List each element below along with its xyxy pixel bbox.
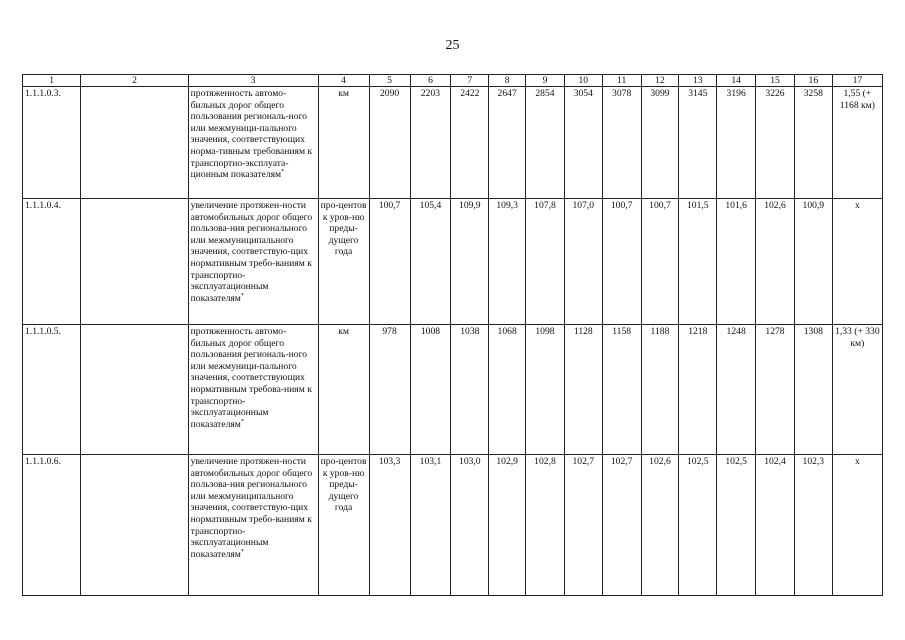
value-cell: 102,6 [641,455,679,596]
row-col2 [81,87,188,199]
header-row [23,75,883,87]
value-cell: 1158 [602,325,641,455]
description-text: протяженность автомо-бильных дорог общего пользования региональ-ного или межмуници-пального значения, соответствующих норма-тивным требованиям к транспортно-эксплуата-ционным показателям [190,88,313,181]
value-cell: 102,7 [564,455,602,596]
row-code: 1.1.1.0.5. [23,325,81,455]
value-cell: 2647 [489,87,526,199]
value-cell: 102,5 [679,455,717,596]
value-cell: 102,3 [794,455,832,596]
value-cell: 1128 [564,325,602,455]
value-cell: 3145 [679,87,717,199]
row-unit: про-центов к уров-ню преды-дущего года [318,199,369,325]
value-cell: 1308 [794,325,832,455]
value-cell: 2203 [410,87,451,199]
value-cell: 1008 [410,325,451,455]
value-cell: 102,7 [602,455,641,596]
row-col2 [81,455,188,596]
page-number: 25 [445,38,460,53]
column-header: 5 [369,75,410,87]
row-note: х [832,455,882,596]
footnote-marker: * [240,418,244,425]
row-code: 1.1.1.0.4. [23,199,81,325]
column-header: 6 [410,75,451,87]
table-row [23,87,883,199]
footnote-marker: * [281,168,285,175]
value-cell: 100,7 [369,199,410,325]
value-cell: 3258 [794,87,832,199]
row-unit: км [318,325,369,455]
column-header: 10 [564,75,602,87]
value-cell: 2090 [369,87,410,199]
value-cell: 3078 [602,87,641,199]
value-cell: 102,6 [756,199,795,325]
value-cell: 100,7 [641,199,679,325]
value-cell: 102,4 [756,455,795,596]
value-cell: 1068 [489,325,526,455]
column-header: 11 [602,75,641,87]
description-text: протяженность автомо-бильных дорог общего пользования региональ-ного или межмуници-пального значения, соответствующих нормативным требова-ниям к транспортно-эксплуатационным показателям [190,326,312,430]
row-code: 1.1.1.0.6. [23,455,81,596]
value-cell: 107,8 [526,199,565,325]
value-cell: 1278 [756,325,795,455]
table-row [23,455,883,596]
value-cell: 3196 [717,87,756,199]
column-header: 12 [641,75,679,87]
row-col2 [81,325,188,455]
column-header: 9 [526,75,565,87]
row-col2 [81,199,188,325]
value-cell: 109,3 [489,199,526,325]
row-description [188,199,318,325]
table-row [23,325,883,455]
value-cell: 100,7 [602,199,641,325]
table-row [23,199,883,325]
value-cell: 1188 [641,325,679,455]
footnote-marker: * [240,548,244,555]
column-header: 2 [81,75,188,87]
value-cell: 100,9 [794,199,832,325]
row-unit: км [318,87,369,199]
value-cell: 103,3 [369,455,410,596]
row-description [188,455,318,596]
row-note: 1,55 (+ 1168 км) [832,87,882,199]
footnote-marker: * [240,292,244,299]
column-header: 14 [717,75,756,87]
value-cell: 3226 [756,87,795,199]
value-cell: 978 [369,325,410,455]
column-header: 13 [679,75,717,87]
row-description [188,87,318,199]
value-cell: 102,5 [717,455,756,596]
column-header: 3 [188,75,318,87]
column-header: 4 [318,75,369,87]
column-header: 1 [23,75,81,87]
row-note: 1,33 (+ 330 км) [832,325,882,455]
description-text: увеличение протяжен-ности автомобильных дорог общего пользова-ния регионального или межмуниципального значения, соответствую-щих нормативным требо-ваниям к транспортно-эксплуатационным показателям [190,456,313,560]
row-unit: про-центов к уров-ню преды-дущего года [318,455,369,596]
row-note: х [832,199,882,325]
value-cell: 1248 [717,325,756,455]
value-cell: 102,8 [526,455,565,596]
indicator-table [22,74,883,596]
value-cell: 103,0 [451,455,489,596]
row-description [188,325,318,455]
value-cell: 107,0 [564,199,602,325]
value-cell: 1218 [679,325,717,455]
column-header: 8 [489,75,526,87]
value-cell: 2422 [451,87,489,199]
value-cell: 101,6 [717,199,756,325]
column-header: 7 [451,75,489,87]
value-cell: 1098 [526,325,565,455]
value-cell: 109,9 [451,199,489,325]
column-header: 17 [832,75,882,87]
value-cell: 103,1 [410,455,451,596]
value-cell: 2854 [526,87,565,199]
value-cell: 3099 [641,87,679,199]
column-header: 16 [794,75,832,87]
row-code: 1.1.1.0.3. [23,87,81,199]
value-cell: 3054 [564,87,602,199]
value-cell: 1038 [451,325,489,455]
value-cell: 101,5 [679,199,717,325]
column-header: 15 [756,75,795,87]
value-cell: 102,9 [489,455,526,596]
description-text: увеличение протяжен-ности автомобильных дорог общего пользова-ния регионального или межмуниципального значения, соответствую-щих нормативным требо-ваниям к транспортно-эксплуатационным показателям [190,200,313,304]
value-cell: 105,4 [410,199,451,325]
